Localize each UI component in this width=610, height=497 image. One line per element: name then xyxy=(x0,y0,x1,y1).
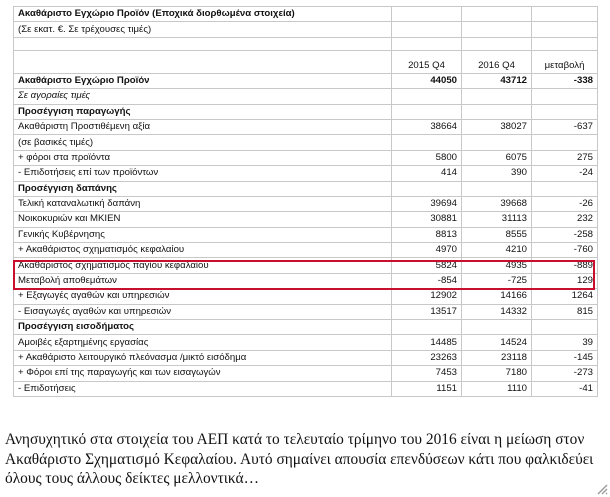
gdp-table-container xyxy=(13,6,597,397)
table-row xyxy=(14,366,598,381)
cell-v2015 xyxy=(392,181,462,196)
cell-change: 39 xyxy=(532,335,598,350)
table-title-row xyxy=(14,7,598,22)
table-row xyxy=(14,381,598,396)
cell-label: Προσέγγιση παραγωγής xyxy=(14,104,392,119)
cell-change xyxy=(532,89,598,104)
table-subtitle: (Σε εκατ. €. Σε τρέχουσες τιμές) xyxy=(14,22,392,37)
column-header-row xyxy=(14,50,598,73)
cell-v2016: 4210 xyxy=(462,243,532,258)
cell-change xyxy=(532,104,598,119)
cell-v2016: 390 xyxy=(462,166,532,181)
cell-label: - Επιδοτήσεις επί των προϊόντων xyxy=(14,166,392,181)
cell-v2016: 39668 xyxy=(462,196,532,211)
cell-change: -41 xyxy=(532,381,598,396)
cell-v2016: 43712 xyxy=(462,73,532,88)
table-row xyxy=(14,243,598,258)
cell-v2016 xyxy=(462,104,532,119)
table-row xyxy=(14,150,598,165)
table-row xyxy=(14,104,598,119)
cell-label: Γενικής Κυβέρνησης xyxy=(14,227,392,242)
cell-v2016: 4935 xyxy=(462,258,532,273)
cell-label: Προσέγγιση δαπάνης xyxy=(14,181,392,196)
cell-v2016: 6075 xyxy=(462,150,532,165)
cell-change: -338 xyxy=(532,73,598,88)
cell-v2015: 5800 xyxy=(392,150,462,165)
table-row xyxy=(14,289,598,304)
cell-v2015: 8813 xyxy=(392,227,462,242)
cell-label: Αμοιβές εξαρτημένης εργασίας xyxy=(14,335,392,350)
column-header-2015q4: 2015 Q4 xyxy=(392,50,462,73)
table-row xyxy=(14,212,598,227)
cell-v2015: 30881 xyxy=(392,212,462,227)
cell-label: Μεταβολή αποθεμάτων xyxy=(14,273,392,288)
table-row xyxy=(14,350,598,365)
cell-label: Ακαθάριστο Εγχώριο Προϊόν xyxy=(14,73,392,88)
gdp-table xyxy=(13,6,598,397)
column-header-2016q4: 2016 Q4 xyxy=(462,50,532,73)
cell-v2015: 5824 xyxy=(392,258,462,273)
cell-v2016: 23118 xyxy=(462,350,532,365)
cell-label: + Εξαγωγές αγαθών και υπηρεσιών xyxy=(14,289,392,304)
cell-v2016: 38027 xyxy=(462,119,532,134)
cell-change: 232 xyxy=(532,212,598,227)
cell-v2016: 14166 xyxy=(462,289,532,304)
cell-v2015: 7453 xyxy=(392,366,462,381)
cell-label: + Φόροι επί της παραγωγής και των εισαγωγών xyxy=(14,366,392,381)
cell-change: 815 xyxy=(532,304,598,319)
cell-label: + Ακαθάριστος σχηματισμός κεφαλαίου xyxy=(14,243,392,258)
cell-change: -889 xyxy=(532,258,598,273)
table-row xyxy=(14,181,598,196)
cell-v2015: 13517 xyxy=(392,304,462,319)
cell-v2015: 414 xyxy=(392,166,462,181)
cell-change: 1264 xyxy=(532,289,598,304)
table-row xyxy=(14,335,598,350)
cell-v2015 xyxy=(392,320,462,335)
cell-change: -760 xyxy=(532,243,598,258)
cell-label: + φόροι στα προϊόντα xyxy=(14,150,392,165)
cell-change: -637 xyxy=(532,119,598,134)
cell-v2015: 12902 xyxy=(392,289,462,304)
cell-v2015: 23263 xyxy=(392,350,462,365)
resize-grip-icon[interactable] xyxy=(594,481,608,495)
table-row xyxy=(14,73,598,88)
table-row xyxy=(14,273,598,288)
cell-v2015: 4970 xyxy=(392,243,462,258)
cell-v2016 xyxy=(462,135,532,150)
cell-change: -273 xyxy=(532,366,598,381)
cell-label: - Επιδοτήσεις xyxy=(14,381,392,396)
cell-change: 275 xyxy=(532,150,598,165)
column-header-change: μεταβολή xyxy=(532,50,598,73)
cell-change: -258 xyxy=(532,227,598,242)
cell-v2016: -725 xyxy=(462,273,532,288)
table-subtitle-row xyxy=(14,22,598,37)
cell-v2016: 31113 xyxy=(462,212,532,227)
cell-v2016 xyxy=(462,320,532,335)
cell-v2015 xyxy=(392,104,462,119)
table-row xyxy=(14,227,598,242)
cell-change xyxy=(532,181,598,196)
cell-label: Ακαθάριστη Προστιθέμενη αξία xyxy=(14,119,392,134)
table-row xyxy=(14,196,598,211)
cell-v2016: 1110 xyxy=(462,381,532,396)
cell-change: -145 xyxy=(532,350,598,365)
table-row xyxy=(14,258,598,273)
cell-v2015: -854 xyxy=(392,273,462,288)
cell-v2016 xyxy=(462,89,532,104)
cell-v2015: 14485 xyxy=(392,335,462,350)
cell-label: Σε αγοραίες τιμές xyxy=(14,89,392,104)
table-row xyxy=(14,320,598,335)
cell-v2015: 39694 xyxy=(392,196,462,211)
cell-change: -24 xyxy=(532,166,598,181)
table-row xyxy=(14,89,598,104)
cell-label: (σε βασικές τιμές) xyxy=(14,135,392,150)
cell-change xyxy=(532,135,598,150)
table-row xyxy=(14,135,598,150)
cell-label: + Ακαθάριστο λειτουργικό πλεόνασμα /μικτό εισόδημα xyxy=(14,350,392,365)
cell-label: Ακαθάριστος σχηματισμός παγίου κεφαλαίου xyxy=(14,258,392,273)
cell-label: Τελική καταναλωτική δαπάνη xyxy=(14,196,392,211)
cell-v2015 xyxy=(392,135,462,150)
cell-v2015 xyxy=(392,89,462,104)
cell-label: Προσέγγιση εισοδήματος xyxy=(14,320,392,335)
cell-label: - Εισαγωγές αγαθών και υπηρεσιών xyxy=(14,304,392,319)
cell-v2015: 1151 xyxy=(392,381,462,396)
cell-change: 129 xyxy=(532,273,598,288)
cell-v2016: 14524 xyxy=(462,335,532,350)
table-title: Ακαθάριστο Εγχώριο Προϊόν (Εποχικά διορθωμένα στοιχεία) xyxy=(14,7,392,22)
spacer-row xyxy=(14,37,598,50)
table-row xyxy=(14,119,598,134)
cell-v2016: 8555 xyxy=(462,227,532,242)
cell-label: Νοικοκυριών και ΜΚΙΕΝ xyxy=(14,212,392,227)
table-row xyxy=(14,304,598,319)
cell-v2015: 44050 xyxy=(392,73,462,88)
cell-v2016 xyxy=(462,181,532,196)
cell-change xyxy=(532,320,598,335)
cell-v2016: 14332 xyxy=(462,304,532,319)
caption-text: Ανησυχητικό στα στοιχεία του ΑΕΠ κατά το τελευταίο τρίμηνο του 2016 είναι η μείωση στον Ακαθάριστο Σχηματισμό Κεφαλαίου. Αυτό σημαίνει απουσία επενδύσεων κάτι που φαλκιδεύει όλους τους άλλους δείκτες μελλοντικά… xyxy=(5,431,594,487)
cell-v2016: 7180 xyxy=(462,366,532,381)
table-row xyxy=(14,166,598,181)
cell-v2015: 38664 xyxy=(392,119,462,134)
cell-change: -26 xyxy=(532,196,598,211)
